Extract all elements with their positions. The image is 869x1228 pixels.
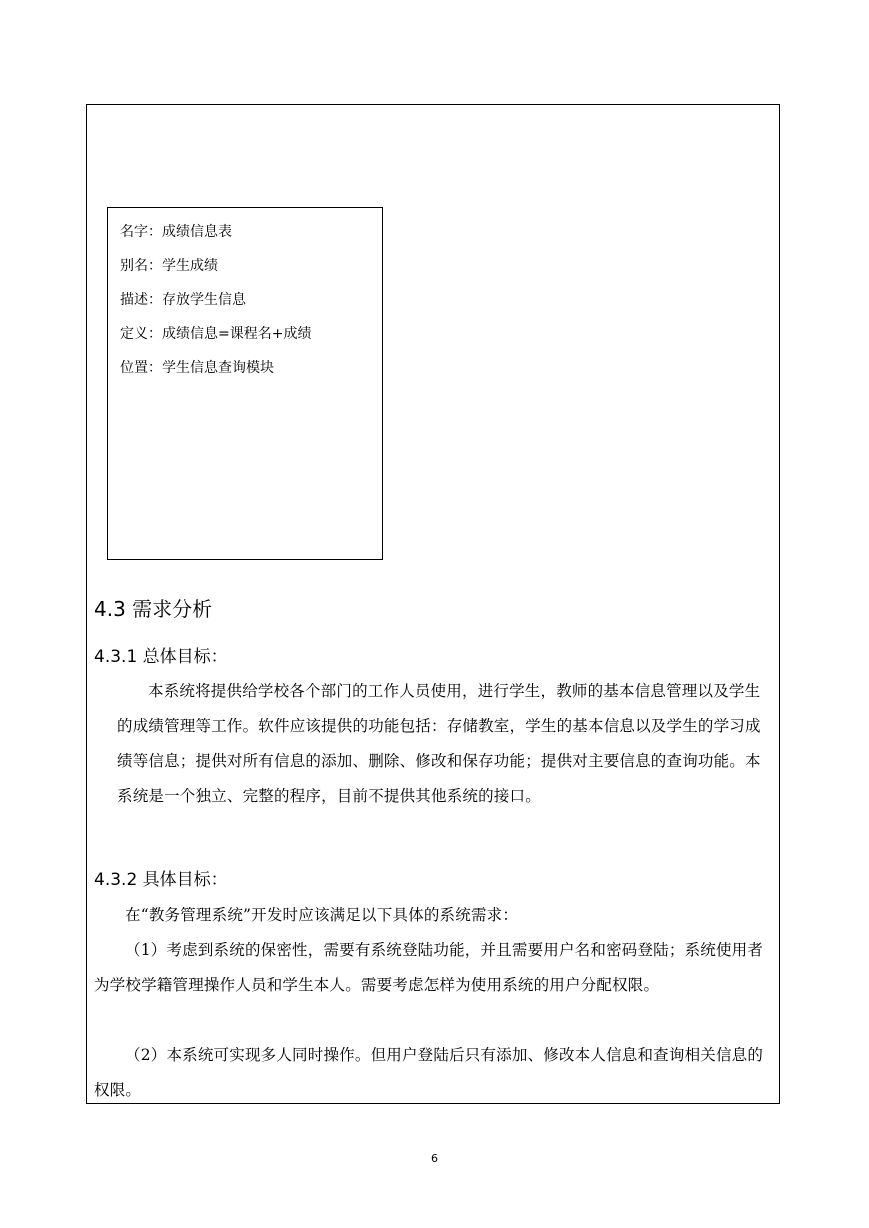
data-dictionary-box	[107, 207, 383, 560]
overall-goal-paragraph: 本系统将提供给学校各个部门的工作人员使用，进行学生，教师的基本信息管理以及学生的成绩管理等工作。软件应该提供的功能包括：存储教室，学生的基本信息以及学生的学习成绩等信息；提供对所有信息的添加、删除、修改和保存功能；提供对主要信息的查询功能。本系统是一个独立、完整的程序，目前不提供其他系统的接口。	[117, 682, 761, 805]
entry-location: 位置：学生信息查询模块	[120, 360, 274, 376]
entry-definition: 定义：成绩信息=课程名+成绩	[120, 326, 312, 342]
entry-description: 描述：存放学生信息	[120, 292, 246, 308]
section-heading-4-3-1: 4.3.1 总体目标：	[94, 647, 228, 667]
page-number: 6	[431, 1152, 438, 1165]
entry-alias: 别名：学生成绩	[120, 258, 218, 274]
specific-goal-intro: 在“教务管理系统”开发时应该满足以下具体的系统需求：	[125, 906, 519, 924]
entry-name: 名字：成绩信息表	[120, 224, 232, 240]
section-heading-4-3: 4.3 需求分析	[94, 597, 213, 621]
specific-goal-item-1: （1）考虑到系统的保密性，需要有系统登陆功能，并且需要用户名和密码登陆；系统使用者为学校学籍管理操作人员和学生本人。需要考虑怎样为使用系统的用户分配权限。	[94, 941, 764, 994]
specific-goal-item-2: （2）本系统可实现多人同时操作。但用户登陆后只有添加、修改本人信息和查询相关信息的权限。	[94, 1046, 764, 1099]
section-heading-4-3-2: 4.3.2 具体目标：	[94, 870, 228, 890]
